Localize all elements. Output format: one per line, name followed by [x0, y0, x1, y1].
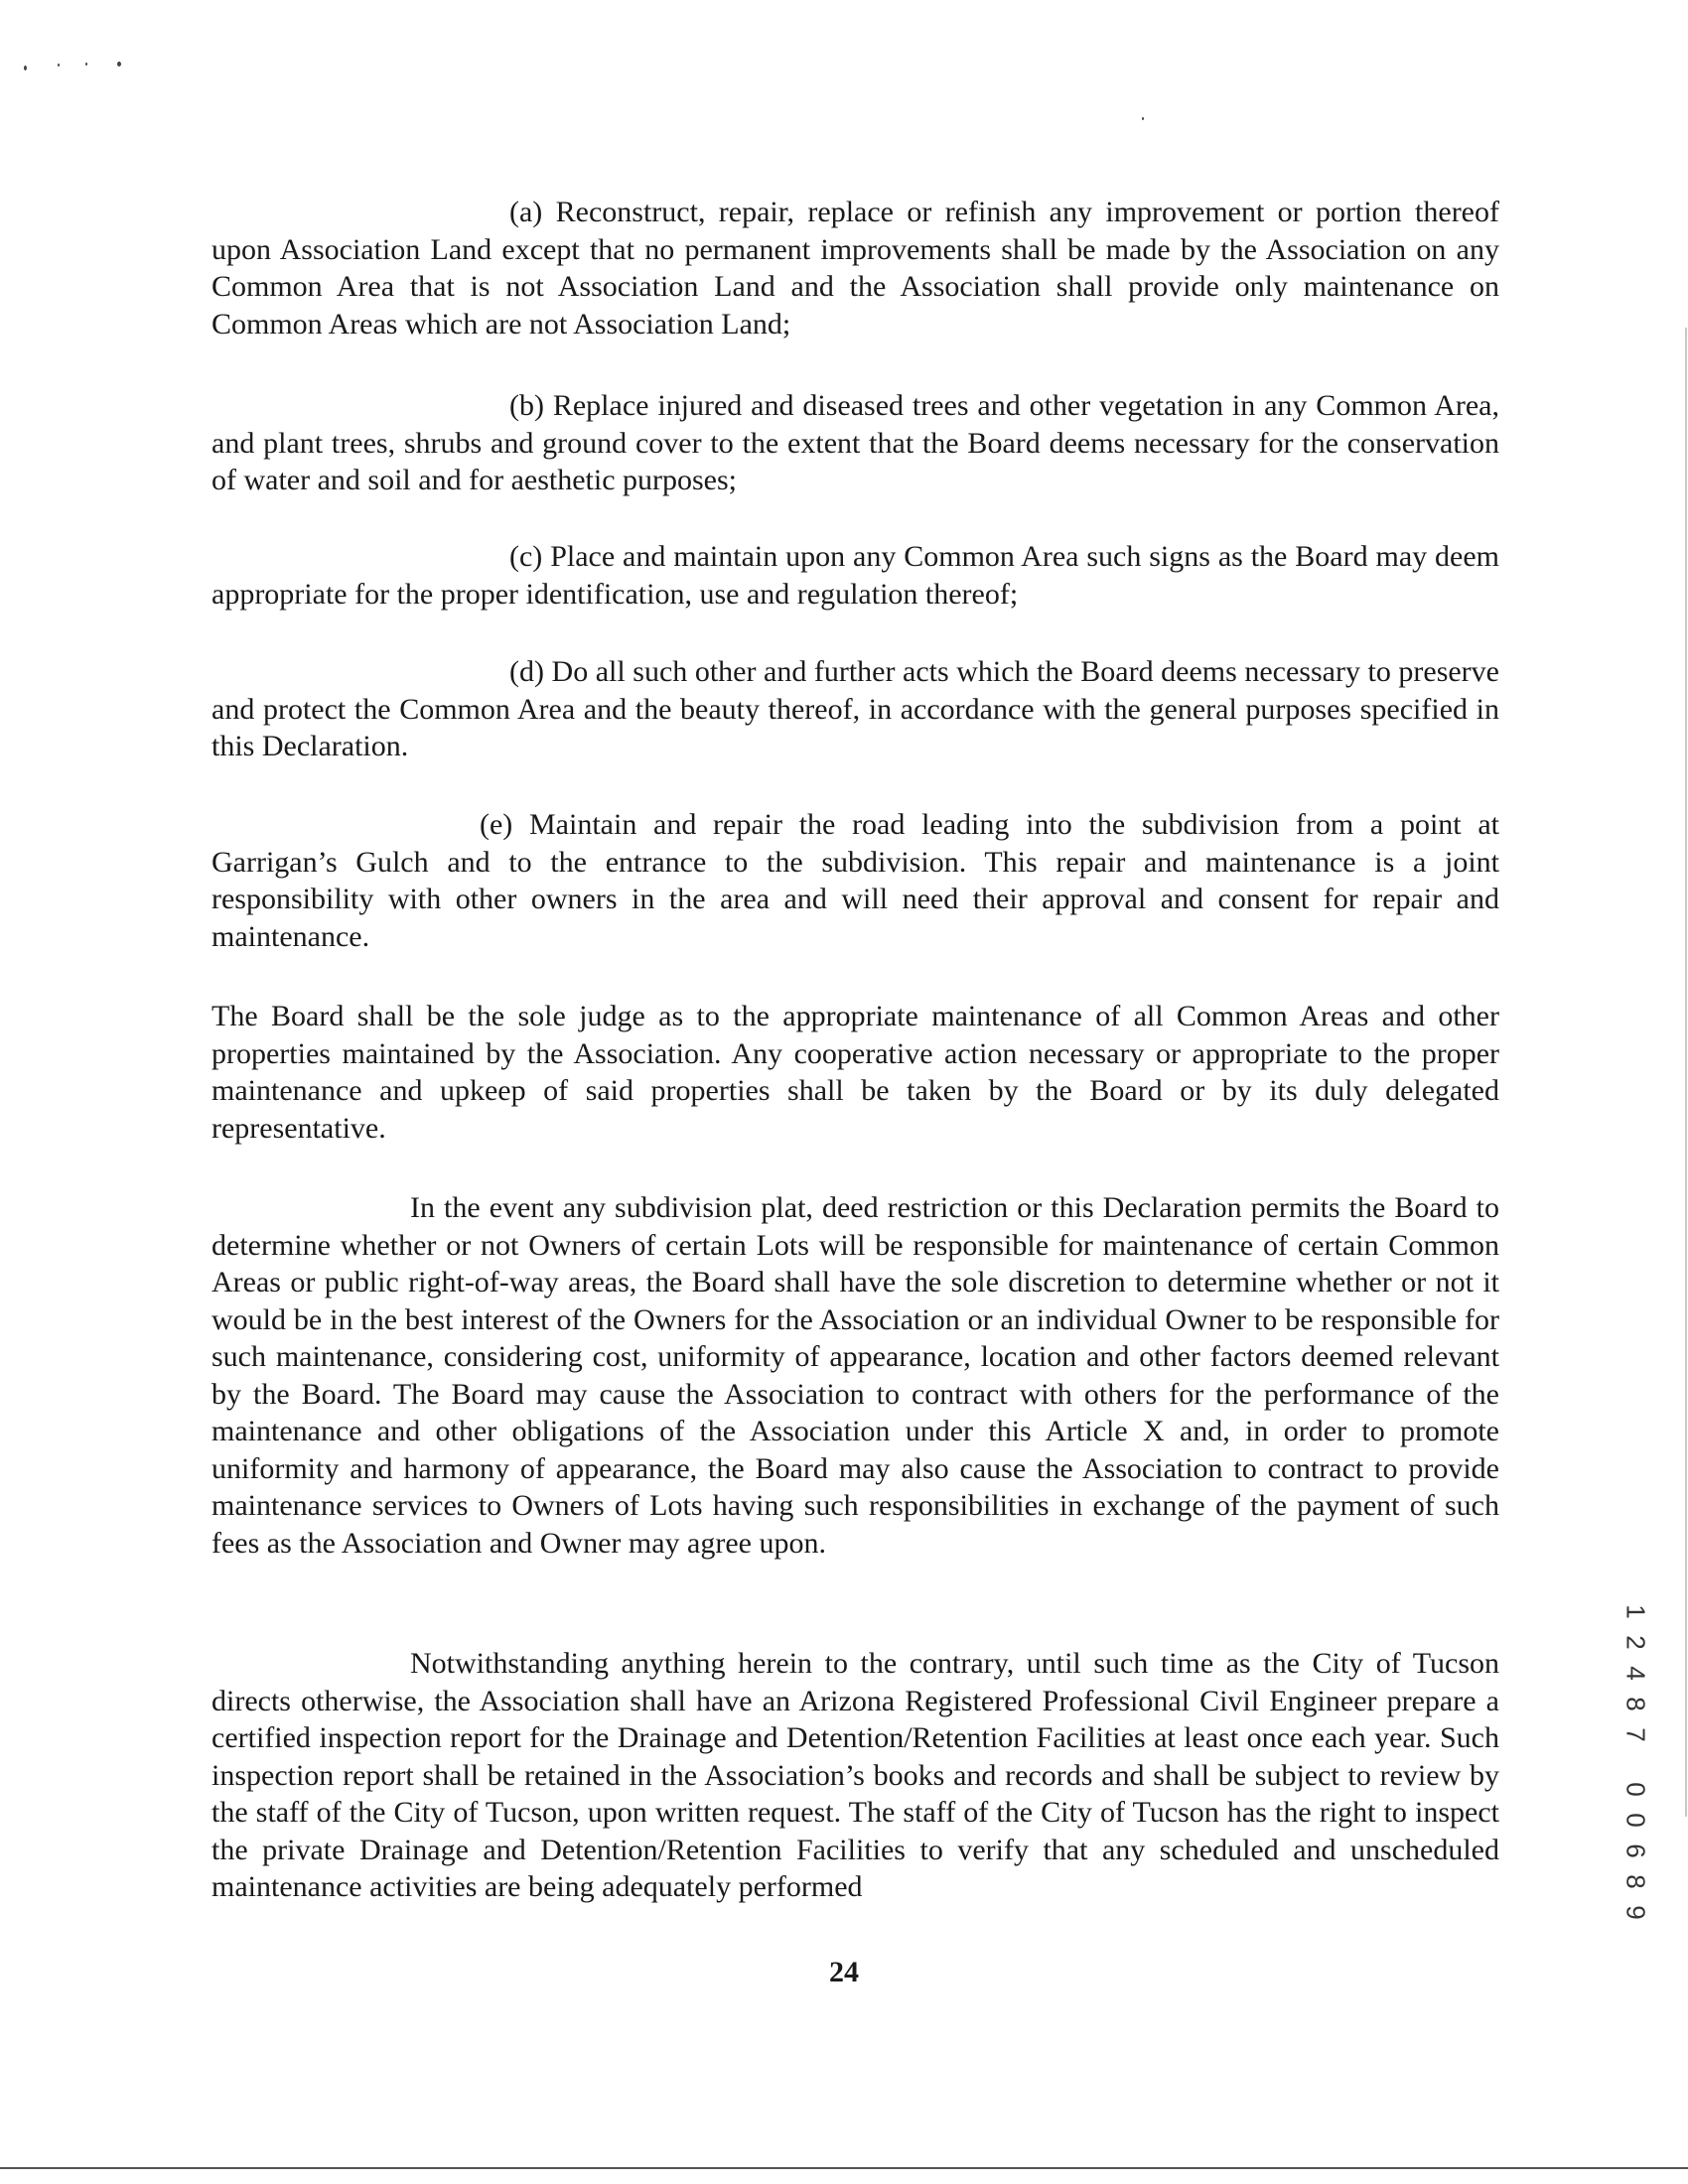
scan-speck [58, 64, 60, 67]
paragraph-in-the-event: In the event any subdivision plat, deed restriction or this Declaration permits the Board to determine whether or not Owners of certain Lots will be responsible for maintenance of certain Common Areas or public right-of-way areas, the Board shall have the sole discretion to determine whether or not it would be in the best interest of the Owners for the Association or an individual Owner to be responsible for such maintenance, considering cost, uniformity of appearance, location and other factors deemed relevant by the Board. The Board may cause the Association to contract with others for the performance of the maintenance and other obligations of the Association under this Article X and, in order to promote uniformity and harmony of appearance, the Board may also cause the Association to contract to provide maintenance services to Owners of Lots having such responsibilities in exchange of the payment of such fees as the Association and Owner may agree upon. [211, 1191, 1499, 1560]
paragraph-c: (c) Place and maintain upon any Common Area such signs as the Board may deem appropriate for the proper identification, use and regulation thereof; [211, 540, 1499, 611]
scan-speck [117, 62, 121, 67]
scan-edge-line [1685, 328, 1687, 1817]
paragraph-e: (e) Maintain and repair the road leading into the subdivision from a point at Garrigan’s Gulch and to the entrance to the subdivision. This repair and maintenance is a joint responsibility with other owners in the area and will need their approval and consent for repair and maintenance. [211, 808, 1499, 953]
scan-bottom-edge [0, 2167, 1688, 2169]
stamp-digit: 0 [1620, 1782, 1651, 1797]
recording-stamp [1620, 1596, 1650, 1928]
paragraph-a: (a) Reconstruct, repair, replace or refinish any improvement or portion thereof upon Association Land except that no permanent improvements shall be made by the Association on any Common Area that is not Association Land and the Association shall provide only maintenance on Common Areas which are not Association Land; [211, 196, 1499, 341]
stamp-digit: 7 [1620, 1727, 1651, 1742]
paragraph-d: (d) Do all such other and further acts which the Board deems necessary to preserve and protect the Common Area and the beauty thereof, in accordance with the general purposes specified in this Declaration. [211, 655, 1499, 762]
paragraph-board-judge: The Board shall be the sole judge as to the appropriate maintenance of all Common Areas and other properties maintained by the Association. Any cooperative action necessary or appropriate to the proper maintenance and upkeep of said properties shall be taken by the Board or by its duly delegated representative. [211, 1000, 1499, 1145]
paragraph-b: (b) Replace injured and diseased trees and other vegetation in any Common Area, and plant trees, shrubs and ground cover to the extent that the Board deems necessary for the conservation of water and soil and for aesthetic purposes; [211, 389, 1499, 496]
stamp-digit: 0 [1620, 1813, 1651, 1828]
stamp-digit: 4 [1620, 1666, 1651, 1681]
stamp-digit: 1 [1620, 1604, 1651, 1619]
stamp-digit: 8 [1620, 1874, 1651, 1889]
paragraph-notwithstanding: Notwithstanding anything herein to the contrary, until such time as the City of Tucson directs otherwise, the Association shall have an Arizona Registered Professional Civil Engineer prepare a certified inspection report for the Drainage and Detention/Retention Facilities at least once each year. Such inspection report shall be retained in the Association’s books and records and shall be subject to review by the staff of the City of Tucson, upon written request. The staff of the City of Tucson has the right to inspect the private Drainage and Detention/Retention Facilities to verify that any scheduled and unscheduled maintenance activities are being adequately performed [211, 1647, 1499, 1903]
scan-speck [85, 63, 87, 66]
stamp-digit: 2 [1620, 1635, 1651, 1650]
scan-speck [1142, 117, 1144, 120]
scan-speck [24, 66, 27, 70]
page-number: 24 [829, 1956, 859, 1988]
stamp-digit: 9 [1620, 1905, 1651, 1920]
stamp-digit: 6 [1620, 1843, 1651, 1858]
stamp-digit: 8 [1620, 1697, 1651, 1711]
